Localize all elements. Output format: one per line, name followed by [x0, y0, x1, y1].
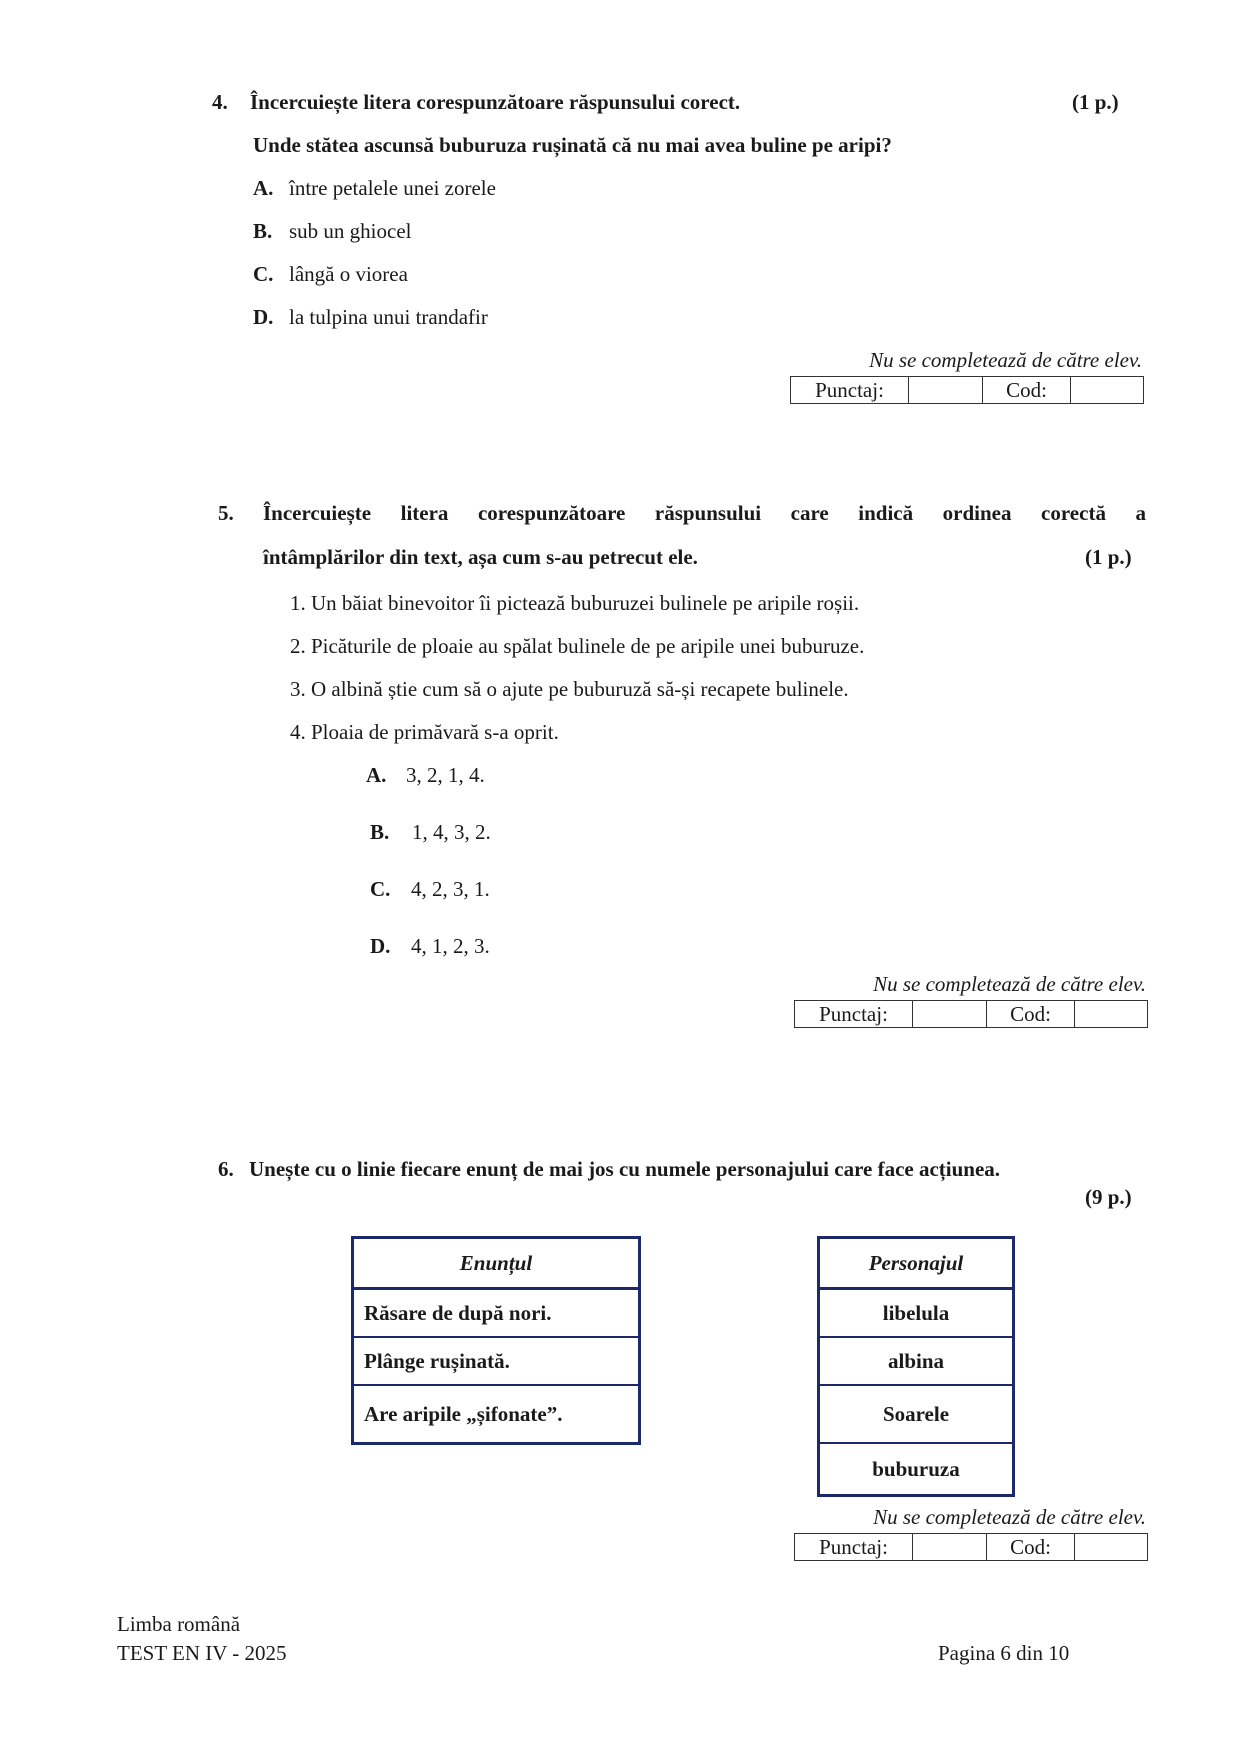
q5-instruction-line2: întâmplărilor din text, așa cum s-au petrecut ele. — [263, 545, 698, 569]
q5-option-b[interactable] — [370, 820, 491, 845]
q4-question: Unde stătea ascunsă buburuza rușinată că nu mai avea buline pe aripi? — [253, 133, 892, 157]
q4-points: (1 p.) — [1072, 90, 1119, 114]
punctaj-field — [913, 1534, 987, 1561]
cod-field — [1075, 1001, 1148, 1028]
q5-option-a[interactable] — [366, 763, 485, 788]
character-row[interactable]: Soarele — [819, 1385, 1014, 1443]
option-letter: A. — [366, 763, 387, 787]
q5-event-3: 3. O albină știe cum să o ajute pe buburuză să-și recapete bulinele. — [290, 677, 849, 701]
cod-label: Cod: — [987, 1534, 1075, 1561]
q5-not-completed-note: Nu se completează de către elev. — [873, 972, 1146, 996]
characters-table — [817, 1236, 1015, 1497]
option-text: 1, 4, 3, 2. — [412, 820, 491, 844]
q5-instruction-line1: Încercuiește litera corespunzătoare răspunsului care indică ordinea corectă a — [263, 501, 1146, 525]
q5-score-box — [794, 1000, 1148, 1028]
cod-field — [1075, 1534, 1148, 1561]
q6-number: 6. — [218, 1157, 234, 1181]
character-row[interactable]: albina — [819, 1337, 1014, 1385]
option-text: la tulpina unui trandafir — [289, 305, 488, 329]
q5-event-1: 1. Un băiat binevoitor îi pictează buburuzei bulinele pe aripile roșii. — [290, 591, 860, 615]
option-letter: C. — [253, 262, 274, 286]
option-letter: A. — [253, 176, 274, 200]
option-text: lângă o viorea — [289, 262, 408, 286]
q4-option-d[interactable] — [253, 305, 488, 330]
statement-row[interactable]: Plânge rușinată. — [353, 1337, 640, 1385]
punctaj-field — [909, 377, 983, 404]
cod-label: Cod: — [987, 1001, 1075, 1028]
option-letter: B. — [253, 219, 273, 243]
cod-label: Cod: — [983, 377, 1071, 404]
characters-header: Personajul — [819, 1238, 1014, 1289]
statement-row[interactable]: Are aripile „șifonate”. — [353, 1385, 640, 1444]
punctaj-label: Punctaj: — [795, 1534, 913, 1561]
cod-field — [1071, 377, 1144, 404]
option-text: 3, 2, 1, 4. — [406, 763, 485, 787]
option-text: 4, 1, 2, 3. — [411, 934, 490, 958]
punctaj-label: Punctaj: — [791, 377, 909, 404]
punctaj-label: Punctaj: — [795, 1001, 913, 1028]
q4-instruction: Încercuiește litera corespunzătoare răspunsului corect. — [250, 90, 741, 114]
q6-score-box — [794, 1533, 1148, 1561]
q5-option-d[interactable] — [370, 934, 490, 959]
character-row[interactable]: buburuza — [819, 1443, 1014, 1496]
statements-table — [351, 1236, 641, 1445]
q5-event-2: 2. Picăturile de ploaie au spălat bulinele de pe aripile unei buburuze. — [290, 634, 865, 658]
q4-option-b[interactable] — [253, 219, 411, 244]
q5-option-c[interactable] — [370, 877, 490, 902]
footer-test: TEST EN IV - 2025 — [117, 1641, 287, 1665]
option-text: 4, 2, 3, 1. — [411, 877, 490, 901]
q6-not-completed-note: Nu se completează de către elev. — [873, 1505, 1146, 1529]
q5-event-4: 4. Ploaia de primăvară s-a oprit. — [290, 720, 559, 744]
option-letter: C. — [370, 877, 391, 901]
statement-row[interactable]: Răsare de după nori. — [353, 1289, 640, 1338]
option-letter: B. — [370, 820, 390, 844]
option-letter: D. — [253, 305, 274, 329]
q6-instruction: Unește cu o linie fiecare enunț de mai jos cu numele personajului care face acțiunea. — [249, 1157, 1001, 1181]
footer-subject: Limba română — [117, 1612, 241, 1636]
q4-option-a[interactable] — [253, 176, 496, 201]
option-letter: D. — [370, 934, 391, 958]
punctaj-field — [913, 1001, 987, 1028]
option-text: între petalele unei zorele — [289, 176, 496, 200]
footer-page-number: Pagina 6 din 10 — [938, 1641, 1070, 1665]
character-row[interactable]: libelula — [819, 1289, 1014, 1338]
q6-points: (9 p.) — [1085, 1185, 1132, 1209]
q4-not-completed-note: Nu se completează de către elev. — [869, 348, 1142, 372]
q4-option-c[interactable] — [253, 262, 408, 287]
q4-score-box — [790, 376, 1144, 404]
q5-number: 5. — [218, 501, 234, 525]
q5-points: (1 p.) — [1085, 545, 1132, 569]
statements-header: Enunțul — [353, 1238, 640, 1289]
q4-number: 4. — [212, 90, 228, 114]
option-text: sub un ghiocel — [289, 219, 412, 243]
